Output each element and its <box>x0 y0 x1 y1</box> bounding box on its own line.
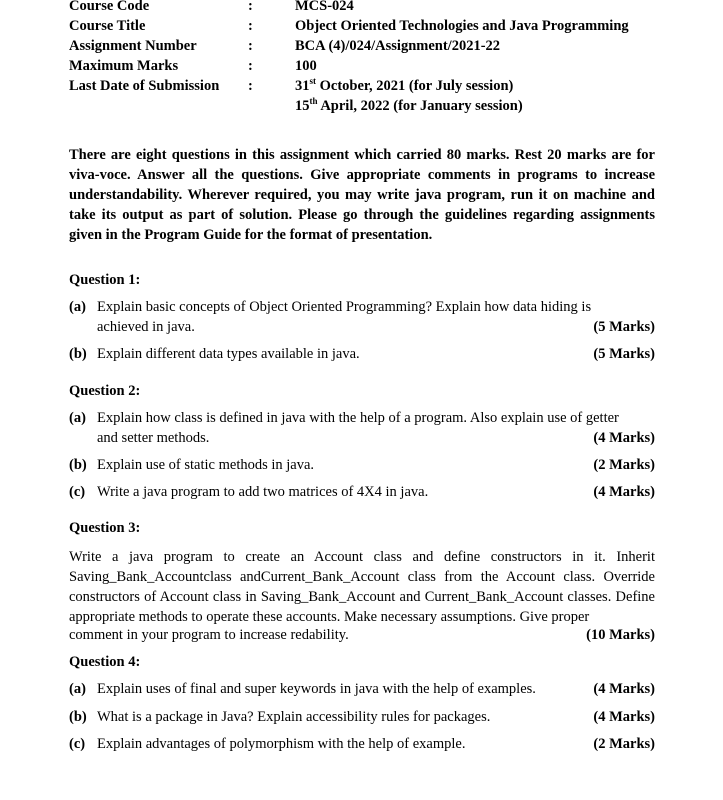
q1a-text-line2: achieved in java. <box>97 319 195 335</box>
q2c-tag: (c) <box>69 484 86 500</box>
q2b-tag: (b) <box>69 457 87 473</box>
label-course-code: Course Code <box>69 0 150 14</box>
q1a-marks: (5 Marks) <box>593 319 655 335</box>
label-maximum-marks: Maximum Marks <box>69 58 179 74</box>
q4b-marks: (4 Marks) <box>593 709 655 725</box>
q3-text-last-line: comment in your program to increase redability. <box>69 627 349 643</box>
colon: : <box>248 58 253 74</box>
q1b-text: Explain different data types available in java. <box>97 346 360 362</box>
question-4-title: Question 4: <box>69 654 141 670</box>
q3-text: Write a java program to create an Account class and define constructors in it. Inherit Saving_Bank_Accountclass andCurrent_Bank_Account class from the Account class. Override constructors of Account class in Saving_Bank_Account and Current_Bank_Account classes. Define appropriate methods to operate these accounts. Make necessary assumptions. Give proper <box>69 549 655 625</box>
q2a-text-line2: and setter methods. <box>97 430 210 446</box>
value-course-code: MCS-024 <box>295 0 354 14</box>
q2c-text: Write a java program to add two matrices of 4X4 in java. <box>97 484 429 500</box>
value-assignment-number: BCA (4)/024/Assignment/2021-22 <box>295 38 501 54</box>
label-course-title: Course Title <box>69 18 146 34</box>
q4b-tag: (b) <box>69 709 87 725</box>
q2b-text: Explain use of static methods in java. <box>97 457 315 473</box>
q4b-text: What is a package in Java? Explain accessibility rules for packages. <box>97 709 491 725</box>
question-3-title: Question 3: <box>69 520 141 536</box>
value-last-date-january: 15th April, 2022 (for January session) <box>295 96 523 114</box>
label-last-date: Last Date of Submission <box>69 78 220 94</box>
instructions-paragraph: There are eight questions in this assignment which carried 80 marks. Rest 20 marks are for viva-voce. Answer all the questions. Give appropriate comments in programs to increase understandability. Wherever required, you may write java program, run it on machine and take its output as part of solution. Please go through the guidelines regarding assignments given in the Program Guide for the format of presentation. <box>69 147 655 243</box>
q1a-tag: (a) <box>69 299 86 315</box>
question-1-title: Question 1: <box>69 272 141 288</box>
q4a-text: Explain uses of final and super keywords in java with the help of examples. <box>97 681 536 697</box>
colon: : <box>248 38 253 54</box>
q3-marks: (10 Marks) <box>586 627 655 643</box>
q1b-marks: (5 Marks) <box>593 346 655 362</box>
q2c-marks: (4 Marks) <box>593 484 655 500</box>
colon: : <box>248 0 253 14</box>
q4a-tag: (a) <box>69 681 86 697</box>
q2b-marks: (2 Marks) <box>593 457 655 473</box>
q4c-tag: (c) <box>69 736 86 752</box>
q2a-text-line1: Explain how class is defined in java with the help of a program. Also explain use of getter <box>97 410 619 426</box>
q2a-tag: (a) <box>69 410 86 426</box>
colon: : <box>248 78 253 94</box>
value-last-date-july: 31st October, 2021 (for July session) <box>295 76 514 94</box>
colon: : <box>248 18 253 34</box>
q1a-text-line1: Explain basic concepts of Object Oriented Programming? Explain how data hiding is <box>97 299 592 315</box>
q4c-marks: (2 Marks) <box>593 736 655 752</box>
q4c-text: Explain advantages of polymorphism with the help of example. <box>97 736 466 752</box>
value-course-title: Object Oriented Technologies and Java Programming <box>295 18 629 34</box>
q2a-marks: (4 Marks) <box>593 430 655 446</box>
q4a-marks: (4 Marks) <box>593 681 655 697</box>
q1b-tag: (b) <box>69 346 87 362</box>
question-2-title: Question 2: <box>69 383 141 399</box>
label-assignment-number: Assignment Number <box>69 38 197 54</box>
value-maximum-marks: 100 <box>295 58 317 74</box>
